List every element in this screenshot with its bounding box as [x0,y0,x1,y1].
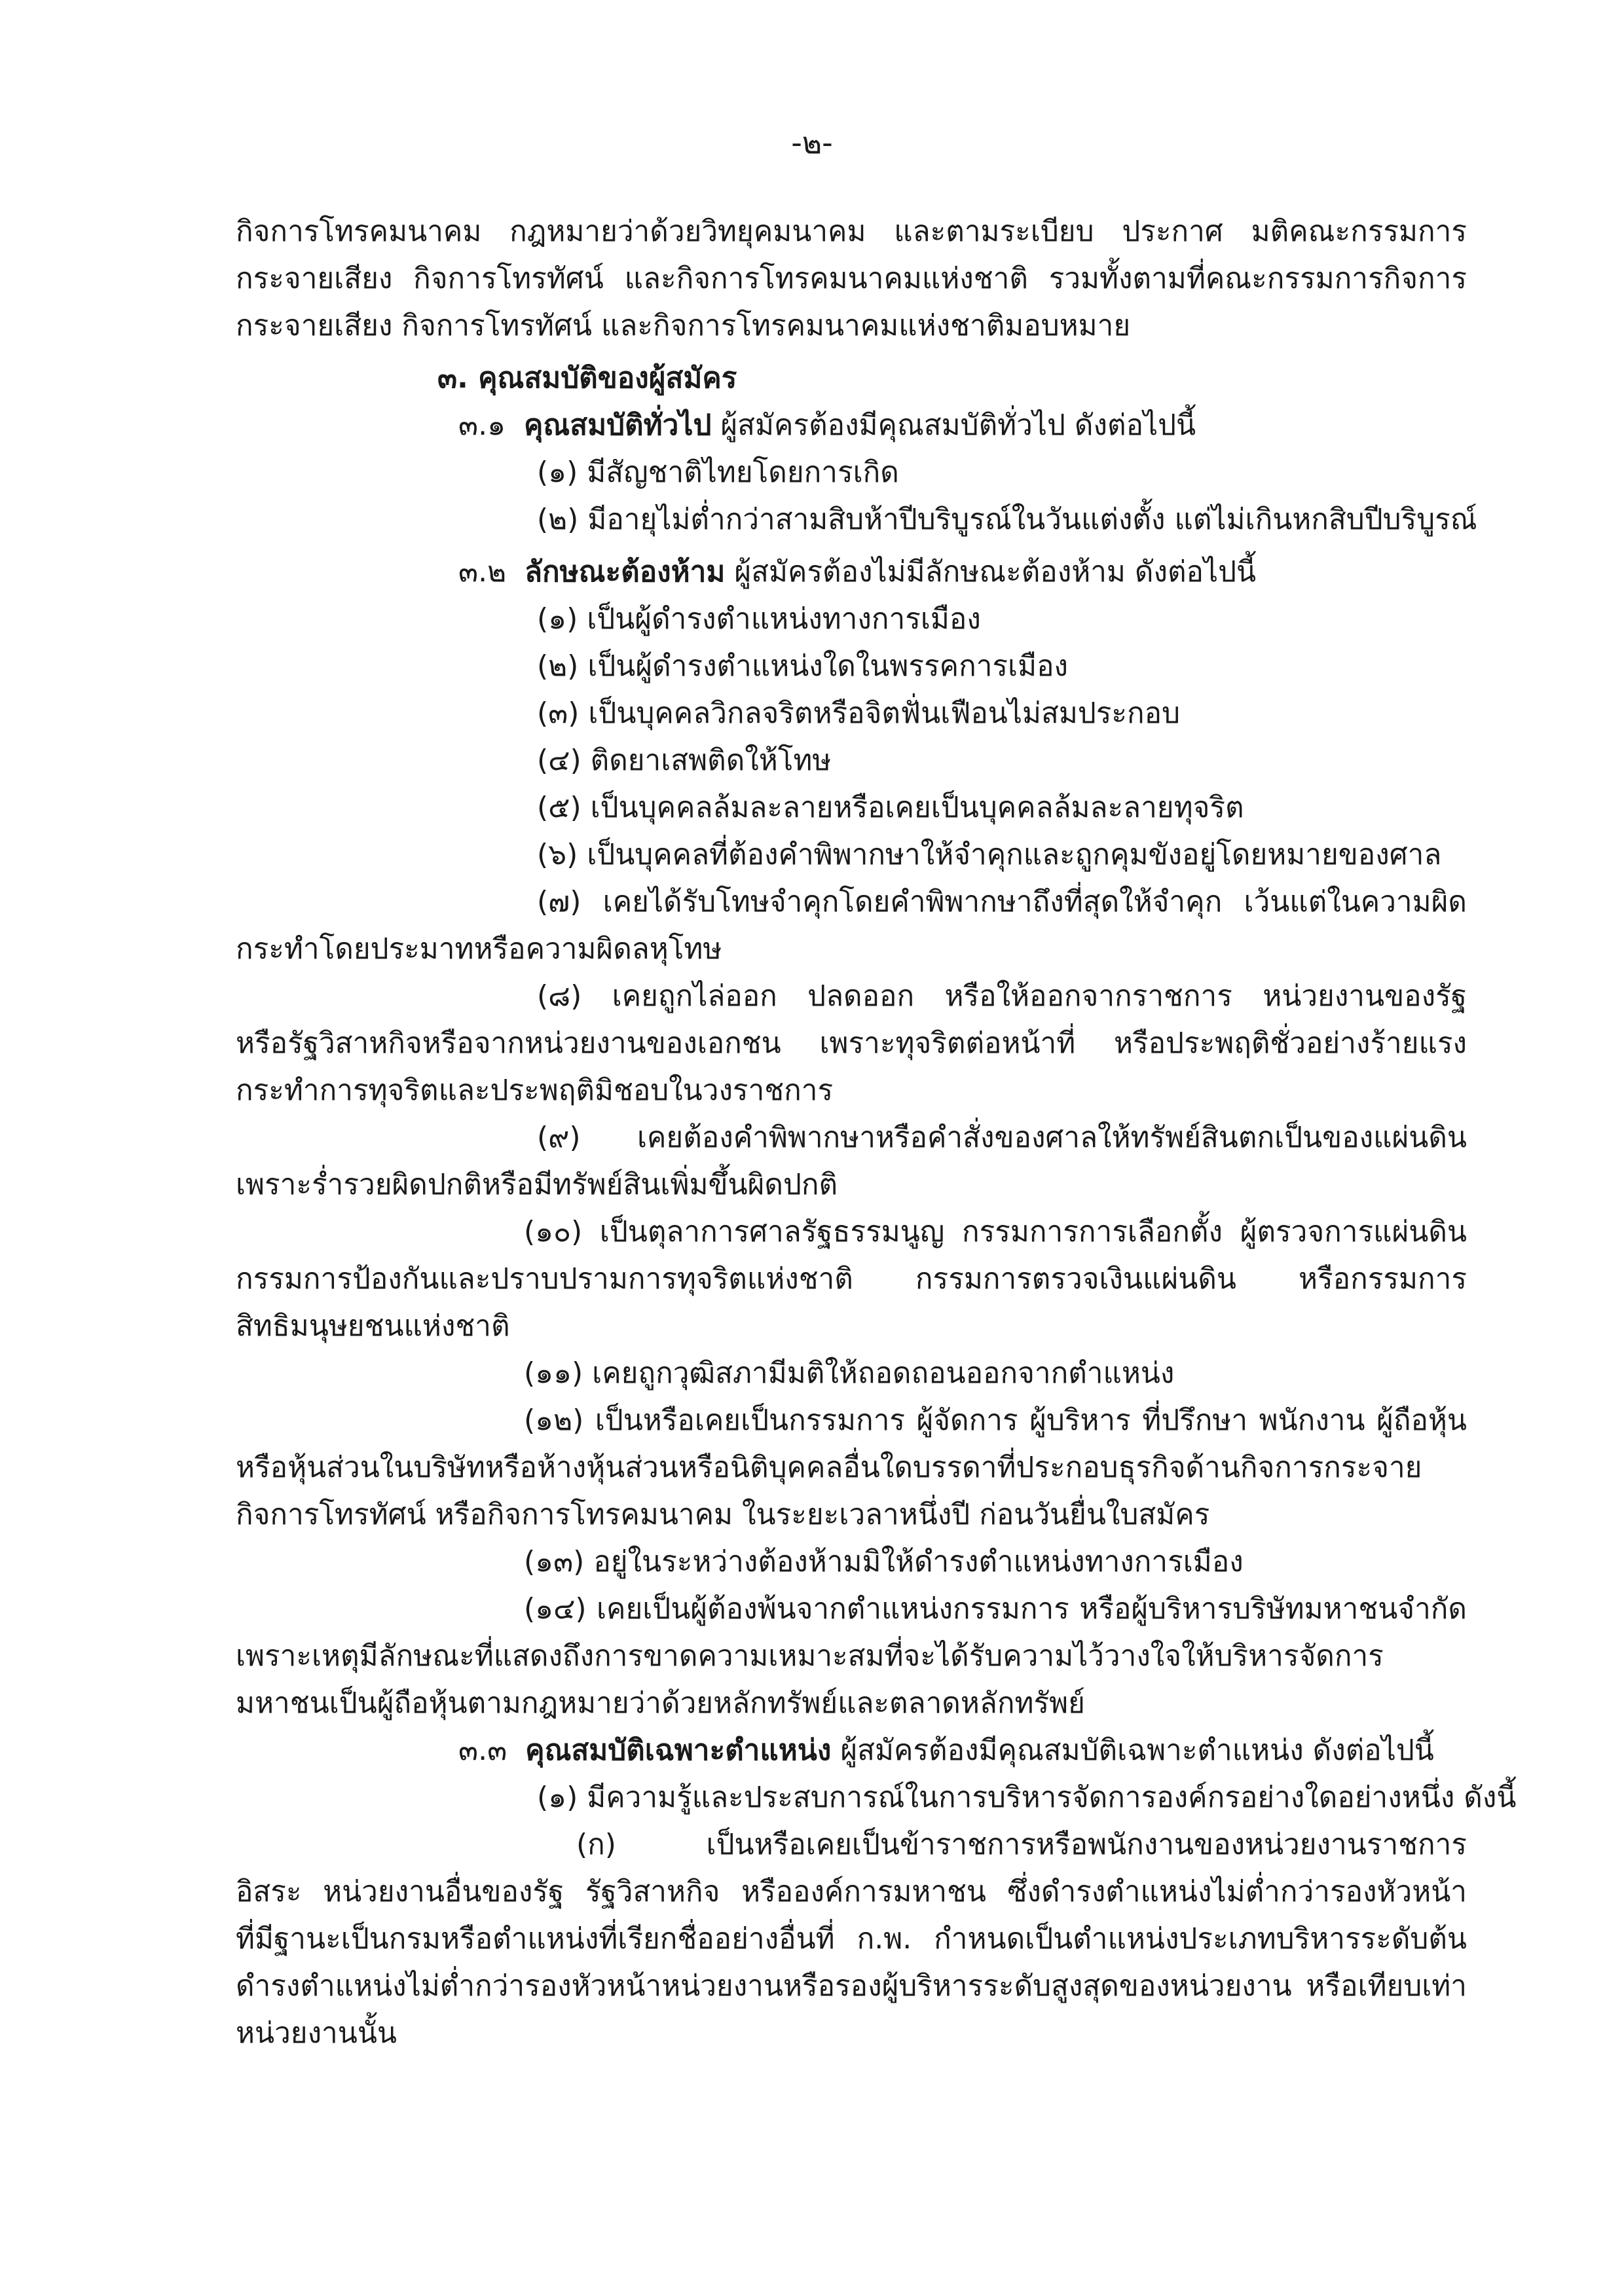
section-title: คุณสมบัติเฉพาะตำแหน่ง [525,1734,832,1767]
paragraph-line: ที่มีฐานะเป็นกรมหรือตำแหน่งที่เรียกชื่ออย่างอื่นที่ ก.พ. กำหนดเป็นตำแหน่งประเภทบริหารระดับต้น [236,1922,1467,1956]
list-item [236,879,1467,973]
section-number: ๓.๒ [458,555,507,589]
list-item: (๖) เป็นบุคคลที่ต้องคำพิพากษาให้จำคุกและถูกคุมขังอยู่โดยหมายของศาล [537,838,1442,871]
paragraph-line: หรือรัฐวิสาหกิจหรือจากหน่วยงานของเอกชน เพราะทุจริตต่อหน้าที่ หรือประพฤติชั่วอย่างร้ายแรง [236,1027,1467,1060]
paragraph-line: สิทธิมนุษยชนแห่งชาติ [236,1309,510,1343]
section-text: ผู้สมัครต้องไม่มีลักษณะต้องห้าม ดังต่อไปนี้ [725,555,1257,589]
paragraph-line: (๗) เคยได้รับโทษจำคุกโดยคำพิพากษาถึงที่สุดให้จำคุก เว้นแต่ในความผิด [537,885,1467,919]
page-number: -๒- [791,125,833,160]
list-item [236,1397,1467,1539]
paragraph-line: กระทำโดยประมาทหรือความผิดลหุโทษ [236,932,722,966]
paragraph-line: หรือหุ้นส่วนในบริษัทหรือห้างหุ้นส่วนหรือนิติบุคคลอื่นใดบรรดาที่ประกอบธุรกิจด้านกิจการกระจาย [236,1451,1422,1484]
list-item [236,1114,1467,1209]
list-item: (๑๓) อยู่ในระหว่างต้องห้ามมิให้ดำรงตำแหน่งทางการเมือง [524,1545,1244,1578]
section-3-3-heading [236,1727,1467,1774]
section-text: ผู้สมัครต้องมีคุณสมบัติเฉพาะตำแหน่ง ดังต่อไปนี้ [831,1734,1434,1767]
paragraph-line: (๘) เคยถูกไล่ออก ปลดออก หรือให้ออกจากราชการ หน่วยงานของรัฐ [537,979,1467,1013]
paragraph-line: กิจการโทรคมนาคม กฎหมายว่าด้วยวิทยุคมนาคม และตามระเบียบ ประกาศ มติคณะกรรมการ [236,215,1467,248]
list-item: (๒) มีอายุไม่ต่ำกว่าสามสิบห้าปีบริบูรณ์ในวันแต่งตั้ง แต่ไม่เกินหกสิบปีบริบูรณ์ [537,503,1477,536]
list-item: (๑) มีความรู้และประสบการณ์ในการบริหารจัดการองค์กรอย่างใดอย่างหนึ่ง ดังนี้ [537,1781,1517,1814]
paragraph-line: (๙) เคยต้องคำพิพากษาหรือคำสั่งของศาลให้ทรัพย์สินตกเป็นของแผ่นดิน [537,1121,1467,1154]
document-body [236,208,1517,2057]
paragraph-line: เพราะร่ำรวยผิดปกติหรือมีทรัพย์สินเพิ่มขึ้นผิดปกติ [236,1168,838,1201]
list-item [236,973,1467,1114]
paragraph-line: เพราะเหตุมีลักษณะที่แสดงถึงการขาดความเหมาะสมที่จะได้รับความไว้วางใจให้บริหารจัดการ [236,1639,1384,1673]
paragraph-line: หน่วยงานนั้น [236,2016,397,2050]
paragraph-line: ดำรงตำแหน่งไม่ต่ำกว่ารองหัวหน้าหน่วยงานหรือรองผู้บริหารระดับสูงสุดของหน่วยงาน หรือเทียบเท่า [236,1969,1467,2003]
list-item: (๔) ติดยาเสพติดให้โทษ [537,744,832,777]
paragraph-line: อิสระ หน่วยงานอื่นของรัฐ รัฐวิสาหกิจ หรือองค์การมหาชน ซึ่งดำรงตำแหน่งไม่ต่ำกว่ารองหัวหน้า [236,1875,1467,1908]
paragraph-line: กระทำการทุจริตและประพฤติมิชอบในวงราชการ [236,1074,834,1107]
paragraph-line: (ก) เป็นหรือเคยเป็นข้าราชการหรือพนักงานของหน่วยงานราชการ [576,1828,1467,1861]
sub-list-item [236,1821,1467,2057]
list-item: (๓) เป็นบุคคลวิกลจริตหรือจิตฟั่นเฟือนไม่สมประกอบ [537,697,1181,730]
list-item: (๑) มีสัญชาติไทยโดยการเกิด [537,456,899,489]
paragraph-line: (๑๐) เป็นตุลาการศาลรัฐธรรมนูญ กรรมการการเลือกตั้ง ผู้ตรวจการแผ่นดิน [524,1215,1467,1248]
list-item: (๑๑) เคยถูกวุฒิสภามีมติให้ถอดถอนออกจากตำแหน่ง [524,1357,1175,1390]
paragraph-line: กระจายเสียง กิจการโทรทัศน์ และกิจการโทรคมนาคมแห่งชาติมอบหมาย [236,309,1131,342]
section-3-1-heading [236,402,1467,449]
list-item [236,1586,1467,1727]
paragraph-line: กิจการโทรทัศน์ หรือกิจการโทรคมนาคม ในระยะเวลาหนึ่งปี ก่อนวันยื่นใบสมัคร [236,1498,1210,1531]
section-number: ๓.๑ [458,409,506,442]
paragraph-line: กรรมการป้องกันและปราบปรามการทุจริตแห่งชาติ กรรมการตรวจเงินแผ่นดิน หรือกรรมการ [236,1262,1467,1296]
section-text: ผู้สมัครต้องมีคุณสมบัติทั่วไป ดังต่อไปนี้ [711,409,1196,442]
intro-paragraph [236,208,1467,350]
list-item: (๒) เป็นผู้ดำรงตำแหน่งใดในพรรคการเมือง [537,649,1069,683]
section-title: คุณสมบัติทั่วไป [523,409,712,442]
list-item: (๑) เป็นผู้ดำรงตำแหน่งทางการเมือง [537,602,981,636]
paragraph-line: กระจายเสียง กิจการโทรทัศน์ และกิจการโทรคมนาคมแห่งชาติ รวมทั้งตามที่คณะกรรมการกิจการ [236,262,1467,295]
paragraph-line: (๑๒) เป็นหรือเคยเป็นกรรมการ ผู้จัดการ ผู้บริหาร ที่ปรึกษา พนักงาน ผู้ถือหุ้น [524,1404,1467,1437]
paragraph-line: มหาชนเป็นผู้ถือหุ้นตามกฎหมายว่าด้วยหลักทรัพย์และตลาดหลักทรัพย์ [236,1686,1085,1720]
section-3-heading: ๓. คุณสมบัติของผู้สมัคร [437,361,737,395]
list-item: (๕) เป็นบุคคลล้มละลายหรือเคยเป็นบุคคลล้มละลายทุจริต [537,791,1244,824]
list-item [236,1209,1467,1350]
section-title: ลักษณะต้องห้าม [525,555,726,589]
section-3-2-heading [236,549,1467,596]
paragraph-line: (๑๔) เคยเป็นผู้ต้องพ้นจากตำแหน่งกรรมการ หรือผู้บริหารบริษัทมหาชนจำกัด [524,1592,1467,1626]
section-number: ๓.๓ [458,1734,507,1767]
